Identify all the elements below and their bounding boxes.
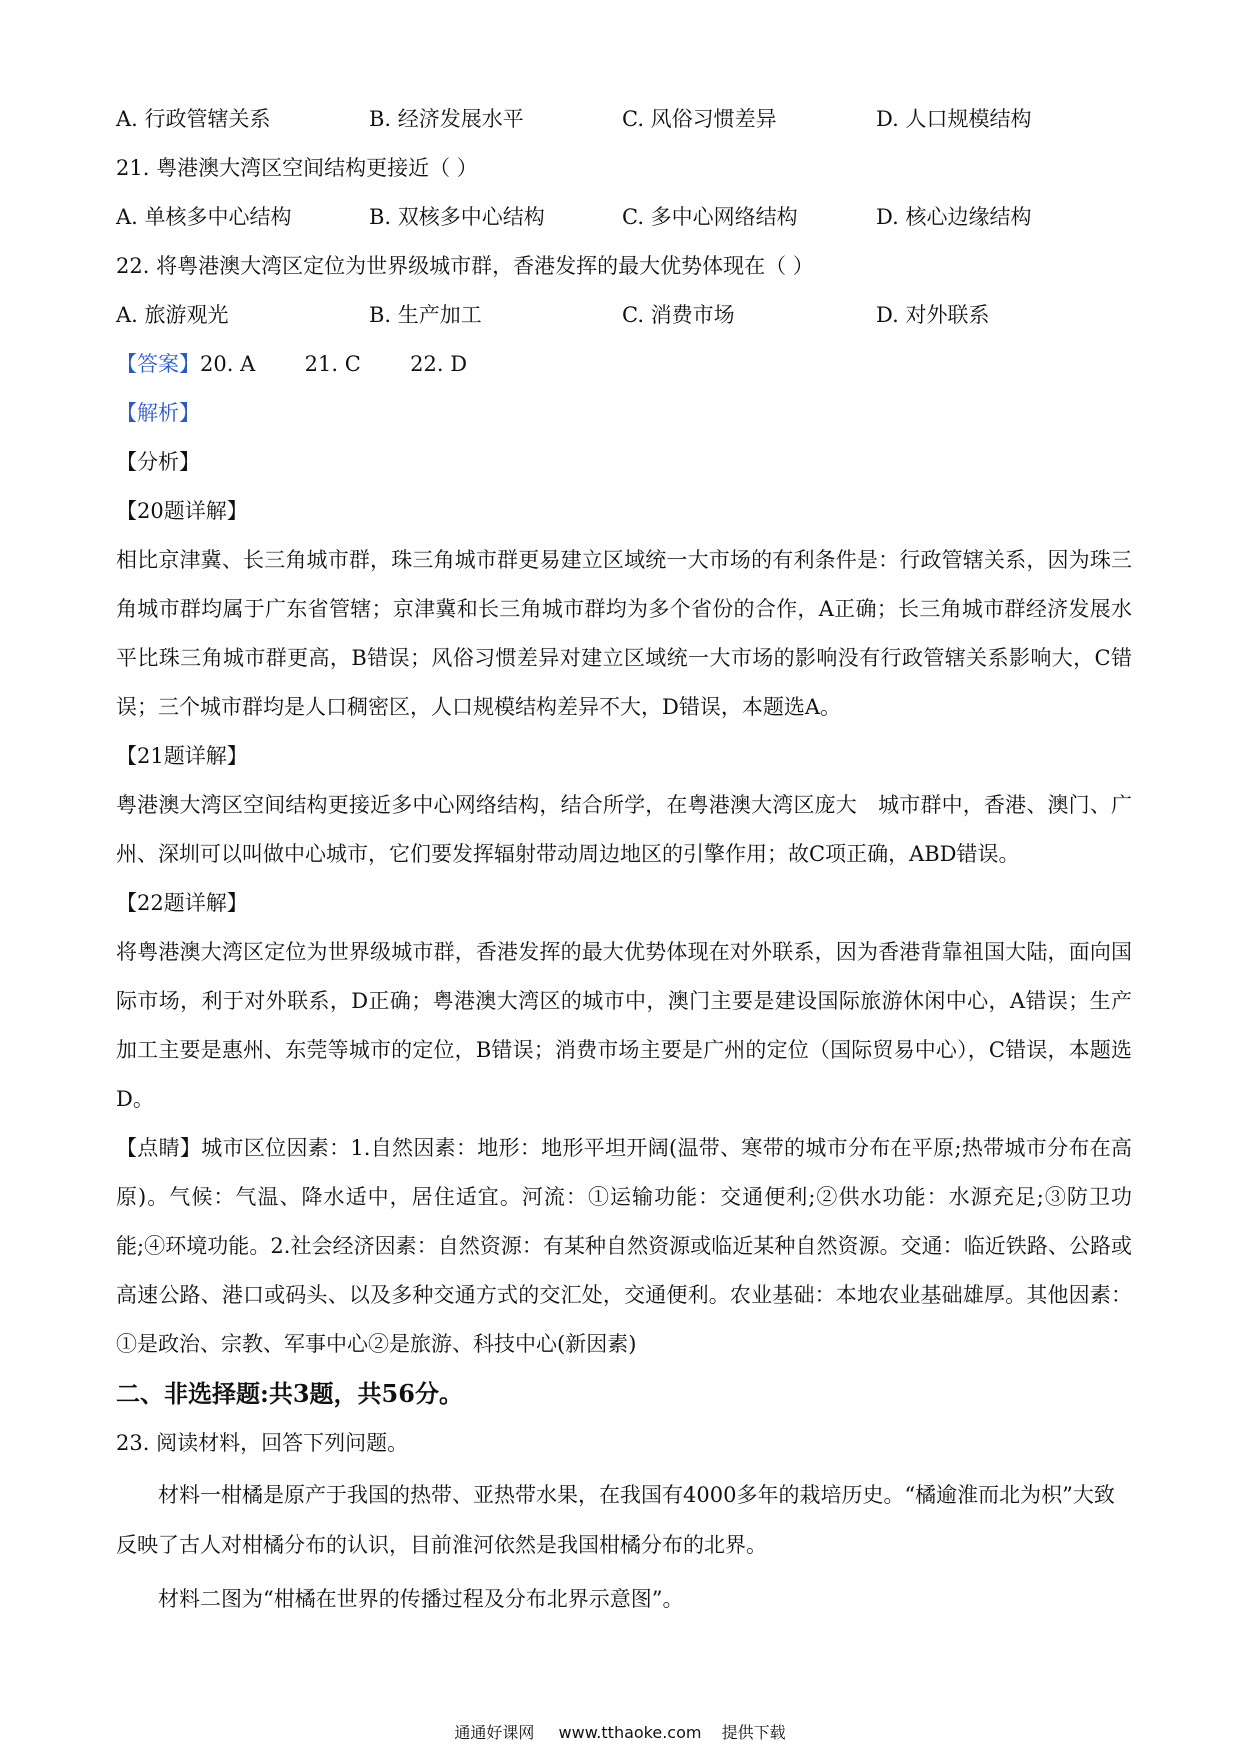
q20-option-d: D. 人口规模结构 [876, 107, 1032, 131]
detail-21-label: 【21题详解】 [116, 744, 248, 768]
detail-21-text: 粤港澳大湾区空间结构更接近多中心网络结构，结合所学，在粤港澳大湾区庞大 城市群中，香港、澳门、广州、深圳可以叫做中心城市，它们要发挥辐射带动周边地区的引擎作用；故C项正确，ABD错误。 [116, 793, 1132, 866]
footer-url[interactable]: www.tthaoke.com [558, 1723, 702, 1742]
answer-21: 21. C [304, 352, 361, 376]
q22-option-b: B. 生产加工 [369, 303, 482, 327]
q22-option-a: A. 旅游观光 [116, 303, 229, 327]
q21-option-c: C. 多中心网络结构 [622, 205, 798, 229]
q20-option-a: A. 行政管辖关系 [116, 107, 271, 131]
answer-20: 20. A [200, 352, 256, 376]
answer-22: 22. D [410, 352, 468, 376]
q20-option-c: C. 风俗习惯差异 [622, 107, 777, 131]
footer-suffix: 提供下载 [721, 1723, 786, 1742]
q23-stem: 23. 阅读材料，回答下列问题。 [116, 1431, 409, 1455]
detail-20-text: 相比京津冀、长三角城市群，珠三角城市群更易建立区域统一大市场的有利条件是：行政管辖关系，因为珠三角城市群均属于广东省管辖；京津冀和长三角城市群均为多个省份的合作，A正确；长三角城市群经济发展水平比珠三角城市群更高，B错误；风俗习惯差异对建立区域统一大市场的影响没有行政管辖关系影响大，C错误；三个城市群均是人口稠密区，人口规模结构差异不大，D错误，本题选A。 [116, 548, 1132, 719]
dianjing-label: 【点睛】 [116, 1136, 202, 1160]
analysis-label: 【解析】 [116, 401, 200, 425]
footer [0, 1720, 1240, 1743]
section2-heading: 二、非选择题:共3题，共56分。 [116, 1379, 463, 1408]
q21-stem: 21. 粤港澳大湾区空间结构更接近（ ） [116, 156, 478, 180]
q20-option-b: B. 经济发展水平 [369, 107, 524, 131]
q21-option-a: A. 单核多中心结构 [116, 205, 292, 229]
detail-20-label: 【20题详解】 [116, 499, 248, 523]
q22-option-c: C. 消费市场 [622, 303, 735, 327]
dianjing-text: 城市区位因素：1.自然因素：地形：地形平坦开阔(温带、寒带的城市分布在平原;热带城市分布在高原)。气候：气温、降水适中，居住适宜。河流：①运输功能：交通便利;②供水功能：水源充足;③防卫功能;④环境功能。2.社会经济因素：自然资源：有某种自然资源或临近某种自然资源。交通：临近铁路、公路或高速公路、港口或码头、以及多种交通方式的交汇处，交通便利。农业基础：本地农业基础雄厚。其他因素：①是政治、宗教、军事中心②是旅游、科技中心(新因素) [116, 1136, 1132, 1356]
q22-stem: 22. 将粤港澳大湾区定位为世界级城市群，香港发挥的最大优势体现在（ ） [116, 254, 814, 278]
q22-option-d: D. 对外联系 [876, 303, 990, 327]
footer-site: 通通好课网 [454, 1723, 535, 1742]
answer-label: 【答案】 [116, 352, 200, 376]
detail-22-label: 【22题详解】 [116, 891, 248, 915]
q23-material2: 材料二图为“柑橘在世界的传播过程及分布北界示意图”。 [158, 1587, 684, 1611]
dianjing-block [116, 1124, 1132, 1369]
answer-row [116, 349, 467, 379]
detail-22-text: 将粤港澳大湾区定位为世界级城市群，香港发挥的最大优势体现在对外联系，因为香港背靠祖国大陆，面向国际市场，利于对外联系，D正确；粤港澳大湾区的城市中，澳门主要是建设国际旅游休闲中心，A错误；生产加工主要是惠州、东莞等城市的定位，B错误；消费市场主要是广州的定位（国际贸易中心），C错误，本题选D。 [116, 940, 1132, 1111]
fenxi-label: 【分析】 [116, 450, 200, 474]
q21-option-d: D. 核心边缘结构 [876, 205, 1032, 229]
q21-option-b: B. 双核多中心结构 [369, 205, 545, 229]
q23-material1: 材料一柑橘是原产于我国的热带、亚热带水果，在我国有4000多年的栽培历史。“橘逾淮而北为枳”大致反映了古人对柑橘分布的认识，目前淮河依然是我国柑橘分布的北界。 [116, 1483, 1115, 1557]
